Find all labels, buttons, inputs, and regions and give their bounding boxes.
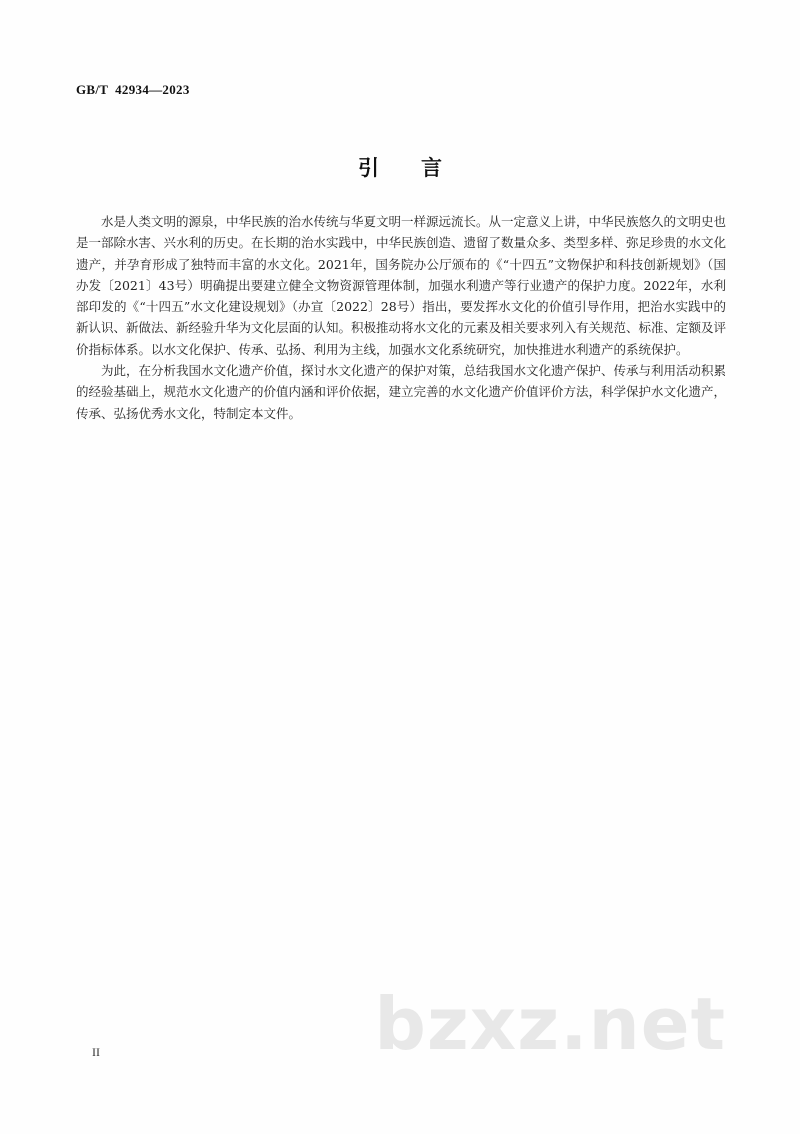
paragraph-2: 为此，在分析我国水文化遗产价值，探讨水文化遗产的保护对策，总结我国水文化遗产保护、传承与利用活动积累的经验基础上，规范水文化遗产的价值内涵和评价依据，建立完善的水文化遗产价值评价方法，科学保护水文化遗产，传承、弘扬优秀水文化，特制定本文件。 xyxy=(76,363,727,421)
section-heading xyxy=(0,152,800,182)
body-text xyxy=(76,211,726,424)
heading-char-1: 引 xyxy=(358,156,379,180)
page-number: II xyxy=(92,1045,100,1059)
watermark-logo: bzxz.net xyxy=(374,982,726,1066)
heading-char-2: 言 xyxy=(421,156,442,180)
standard-number: GB/T 42934—2023 xyxy=(76,82,190,97)
paragraph-1: 水是人类文明的源泉，中华民族的治水传统与华夏文明一样源远流长。从一定意义上讲，中华民族悠久的文明史也是一部除水害、兴水利的历史。在长期的治水实践中，中华民族创造、遗留了数量众多、类型多样、弥足珍贵的水文化遗产，并孕育形成了独特而丰富的水文化。2021年，国务院办公厅颁布的《“十四五”文物保护和科技创新规划》（国办发〔2021〕43号）明确提出要建立健全文物资源管理体制，加强水利遗产等行业遗产的保护力度。2022年，水利部印发的《“十四五”水文化建设规划》（办宣〔2022〕28号）指出，要发挥水文化的价值引导作用，把治水实践中的新认识、新做法、新经验升华为文化层面的认知。积极推动将水文化的元素及相关要求列入有关规范、标准、定额及评价指标体系。以水文化保护、传承、弘扬、利用为主线，加强水文化系统研究，加快推进水利遗产的系统保护。 xyxy=(76,214,727,357)
